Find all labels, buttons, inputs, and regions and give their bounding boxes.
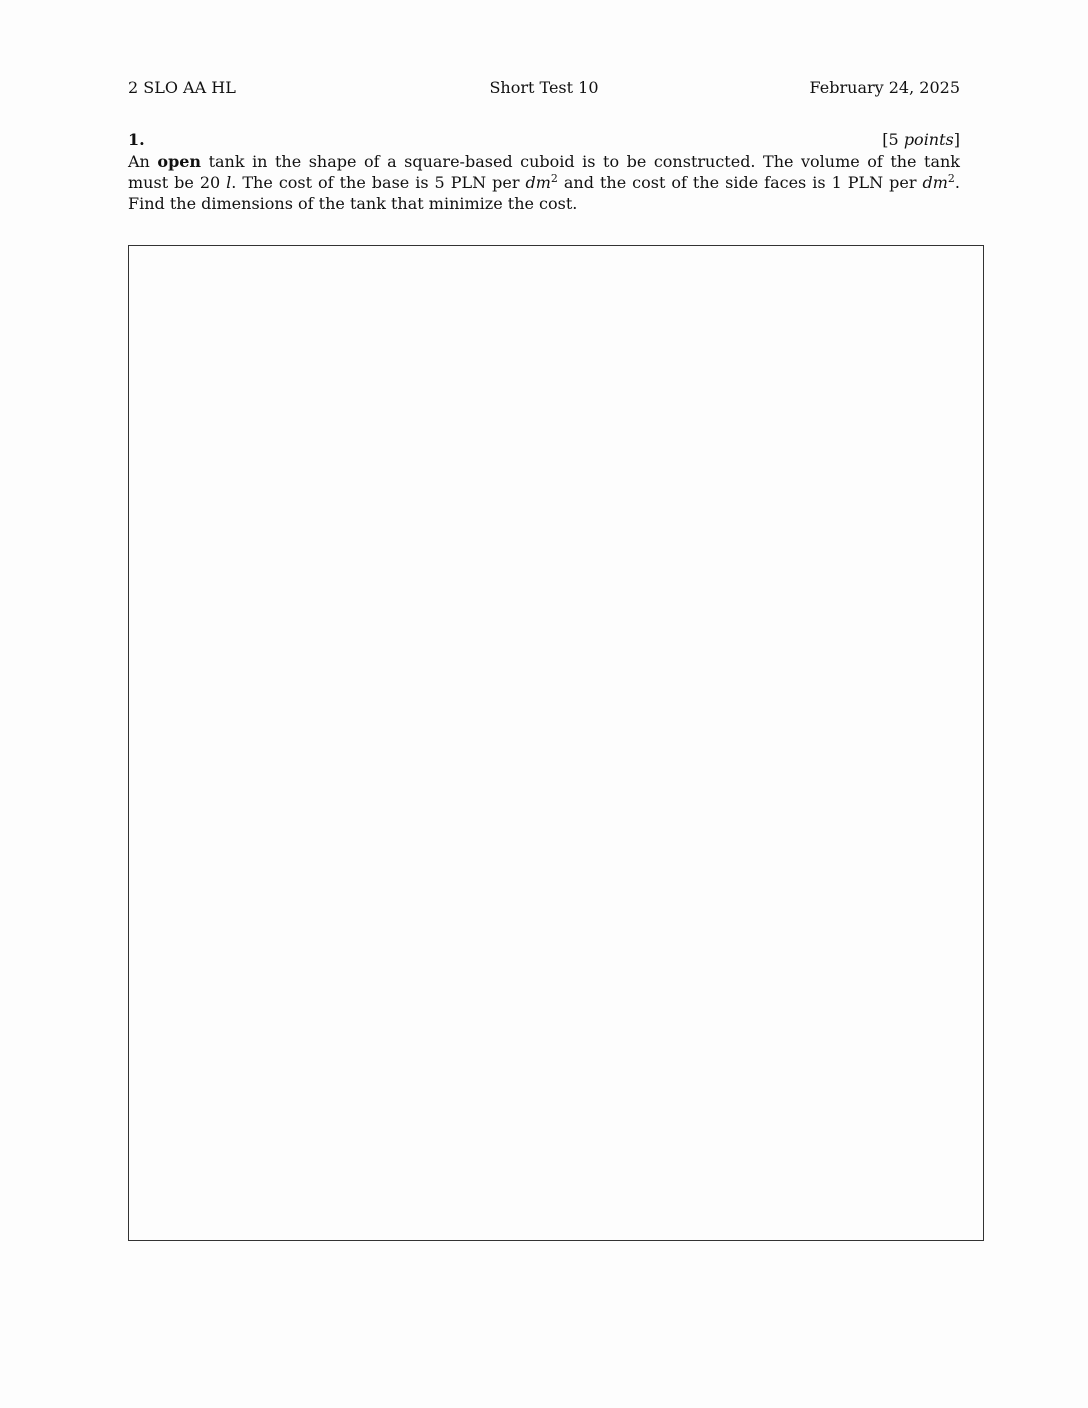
test-date: February 24, 2025 — [809, 78, 960, 97]
exponent: 2 — [947, 172, 955, 185]
points-bracket-open: [ — [882, 130, 889, 149]
question-text-part: and the cost of the side faces is 1 PLN per — [557, 173, 923, 192]
points-value: 5 — [888, 130, 899, 149]
question-text — [128, 151, 960, 214]
question-number: 1. — [128, 130, 145, 149]
unit-dm: dm — [525, 173, 551, 192]
question-text-part: . Find the dimensions of the tank that minimize the cost. — [128, 173, 960, 213]
unit-litre: l — [226, 173, 232, 192]
points-label — [882, 130, 960, 149]
exponent: 2 — [550, 172, 558, 185]
answer-box[interactable] — [128, 245, 984, 1241]
question-header — [128, 130, 960, 152]
question-text-part: An — [128, 152, 158, 171]
question-text-part: . The cost of the base is 5 PLN per — [231, 173, 526, 192]
test-title: Short Test 10 — [489, 78, 599, 97]
points-word: points — [903, 130, 954, 149]
question-text-part: tank in the shape of a square-based cuboid is to be constructed. The volume of the tank must be 20 — [128, 152, 961, 192]
emphasis-open: open — [157, 152, 202, 171]
unit-dm: dm — [922, 173, 948, 192]
points-bracket-close: ] — [953, 130, 960, 149]
class-label: 2 SLO AA HL — [128, 78, 236, 97]
page-header — [128, 78, 960, 100]
